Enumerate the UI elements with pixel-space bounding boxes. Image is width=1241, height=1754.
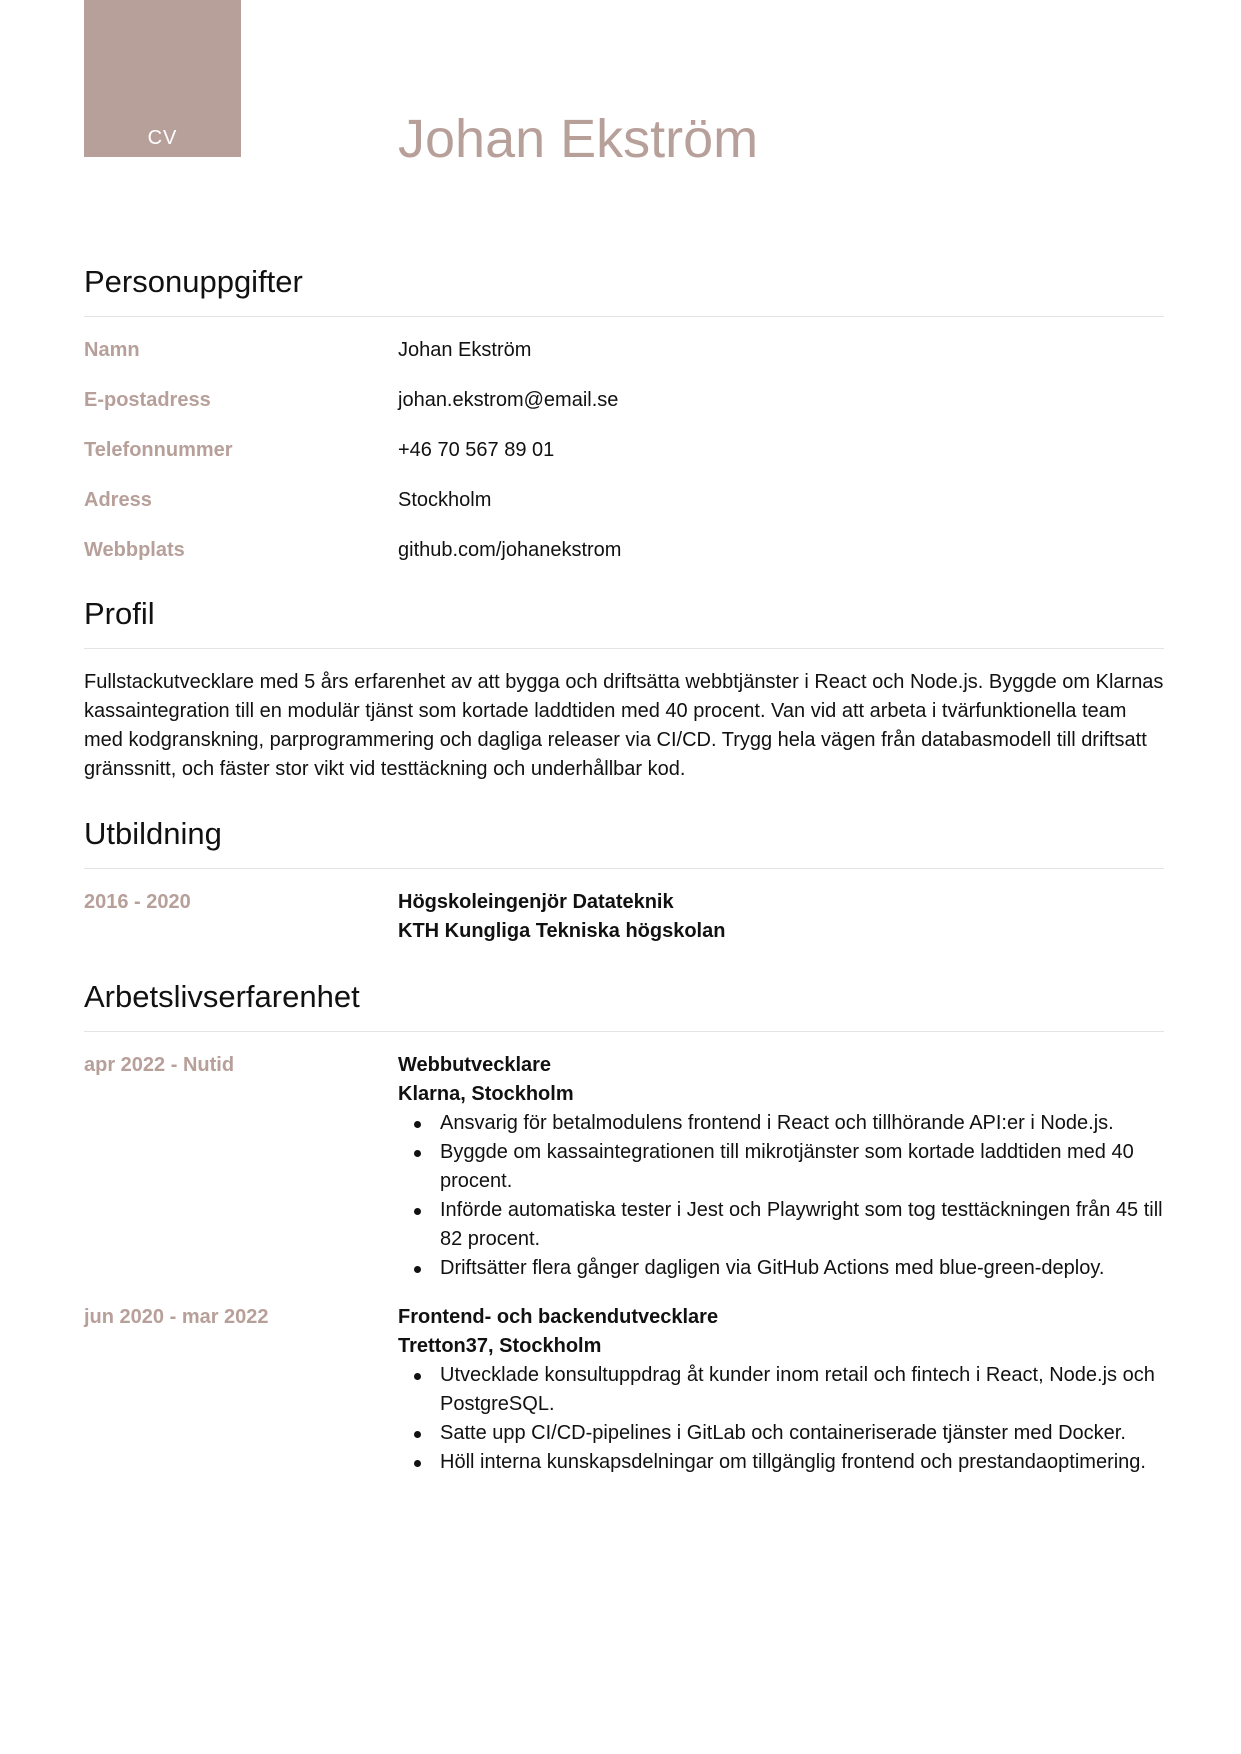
section-title-profile: Profil — [84, 596, 155, 631]
experience-details — [398, 1051, 1164, 1283]
personal-row-website — [84, 536, 1164, 586]
section-title-experience: Arbetslivserfarenhet — [84, 979, 360, 1014]
personal-row-email — [84, 386, 1164, 436]
education-degree: Högskoleingenjör Datateknik — [398, 891, 674, 913]
experience-item — [84, 1303, 1164, 1477]
page-title: Johan Ekström — [398, 109, 759, 169]
personal-value: Johan Ekström — [398, 339, 532, 361]
cv-badge-label: CV — [147, 127, 178, 149]
personal-row-phone — [84, 436, 1164, 486]
list-item: Utvecklade konsultuppdrag åt kunder inom retail och fintech i React, Node.js och PostgreSQL. — [440, 1361, 1164, 1419]
list-item: Satte upp CI/CD-pipelines i GitLab och containeriserade tjänster med Docker. — [440, 1419, 1164, 1448]
list-item: Höll interna kunskapsdelningar om tillgänglig frontend och prestandaoptimering. — [440, 1448, 1164, 1477]
experience-role: Frontend- och backendutvecklare — [398, 1306, 719, 1328]
personal-label: Adress — [84, 489, 152, 511]
list-item: Ansvarig för betalmodulens frontend i React och tillhörande API:er i Node.js. — [440, 1109, 1164, 1138]
experience-company: Tretton37, Stockholm — [398, 1335, 602, 1357]
education-school: KTH Kungliga Tekniska högskolan — [398, 920, 726, 942]
experience-bullets — [398, 1361, 1164, 1477]
personal-label: E-postadress — [84, 389, 211, 411]
experience-bullets — [398, 1109, 1164, 1283]
section-divider — [84, 648, 1164, 649]
list-item: Byggde om kassaintegrationen till mikrotjänster som kortade laddtiden med 40 procent. — [440, 1138, 1164, 1196]
section-divider — [84, 868, 1164, 869]
profile-text: Fullstackutvecklare med 5 års erfarenhet av att bygga och driftsätta webbtjänster i React och Node.js. Byggde om Klarnas kassaintegration till en modulär tjänst som kortade laddtiden med 40 procent. Van vid att arbeta i tvärfunktionella team med kodgranskning, parprogrammering och dagliga releaser via CI/CD. Trygg hela vägen från databasmodell till driftsatt gränssnitt, och fäster stor vikt vid testtäckning och underhållbar kod. — [84, 671, 1164, 780]
personal-row-address — [84, 486, 1164, 536]
experience-item — [84, 1051, 1164, 1283]
experience-role: Webbutvecklare — [398, 1054, 552, 1076]
list-item: Införde automatiska tester i Jest och Playwright som tog testtäckningen från 45 till 82 procent. — [440, 1196, 1164, 1254]
experience-period: jun 2020 - mar 2022 — [84, 1306, 269, 1328]
education-section — [84, 814, 1164, 946]
cv-badge — [84, 0, 241, 157]
experience-company: Klarna, Stockholm — [398, 1083, 574, 1105]
personal-label: Webbplats — [84, 539, 185, 561]
experience-period: apr 2022 - Nutid — [84, 1054, 235, 1076]
personal-value: +46 70 567 89 01 — [398, 439, 555, 461]
section-title-personal: Personuppgifter — [84, 264, 303, 299]
personal-value: github.com/johanekstrom — [398, 539, 622, 561]
personal-row-name — [84, 336, 1164, 386]
education-details — [398, 888, 1164, 946]
profile-section — [84, 594, 1164, 784]
personal-value: johan.ekstrom@email.se — [398, 389, 619, 411]
section-divider — [84, 1031, 1164, 1032]
personal-list — [84, 336, 1164, 586]
education-period: 2016 - 2020 — [84, 891, 191, 913]
personal-label: Telefonnummer — [84, 439, 233, 461]
experience-details — [398, 1303, 1164, 1477]
education-item — [84, 888, 1164, 946]
experience-section — [84, 977, 1164, 1477]
personal-label: Namn — [84, 339, 140, 361]
section-divider — [84, 316, 1164, 317]
list-item: Driftsätter flera gånger dagligen via GitHub Actions med blue-green-deploy. — [440, 1254, 1164, 1283]
personal-value: Stockholm — [398, 489, 492, 511]
personal-section — [84, 262, 1164, 586]
section-title-education: Utbildning — [84, 816, 222, 851]
